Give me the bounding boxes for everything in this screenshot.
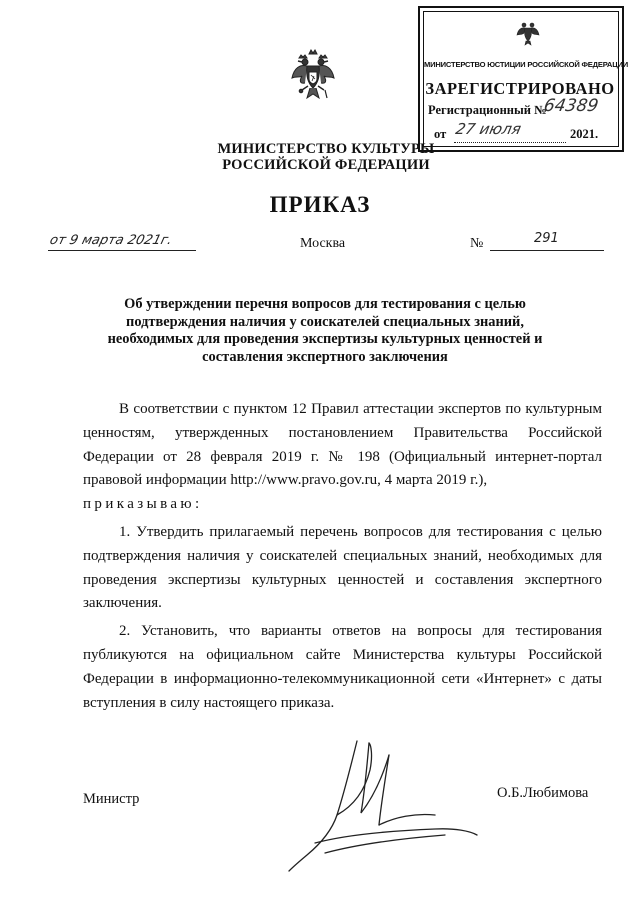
stamp-reg-number: 64389 bbox=[542, 96, 600, 116]
order-date: от 9 марта 2021г. bbox=[48, 233, 174, 248]
stamp-registered: ЗАРЕГИСТРИРОВАНО bbox=[425, 79, 615, 98]
body-intro: В соответствии с пунктом 12 Правил аттестации экспертов по культурным ценностям, утвержденных постановлением Правительства Российской Федерации от 28 февраля 2019 г. № 198 (Официальный интернет-портал правовой информации http://www.pravo.gov.ru, 4 марта 2019 г.), bbox=[83, 401, 602, 489]
stamp-date-prefix: от bbox=[434, 127, 447, 141]
signer-name: О.Б.Любимова bbox=[497, 785, 589, 801]
ministry-line-1: МИНИСТЕРСТВО КУЛЬТУРЫ bbox=[217, 141, 435, 157]
order-number-label: № bbox=[470, 236, 484, 251]
stamp-emblem-icon bbox=[516, 18, 540, 46]
handwritten-signature bbox=[285, 735, 485, 875]
ministry-line-2: РОССИЙСКОЙ ФЕДЕРАЦИИ bbox=[222, 157, 430, 173]
order-body bbox=[83, 398, 602, 715]
coat-of-arms-icon bbox=[290, 48, 336, 106]
body-order-word: приказываю: bbox=[83, 496, 203, 513]
document-title: ПРИКАЗ bbox=[269, 192, 371, 217]
stamp-date-line bbox=[454, 142, 566, 143]
order-number: 291 bbox=[534, 231, 559, 246]
stamp-ministry: МИНИСТЕРСТВО ЮСТИЦИИ РОССИЙСКОЙ ФЕДЕРАЦИИ bbox=[424, 60, 629, 69]
registration-stamp bbox=[418, 6, 629, 152]
body-item-1: 1. Утвердить прилагаемый перечень вопросов для тестирования с целью подтверждения наличия у соискателей специальных знаний, необходимых для проведения экспертизы культурных ценностей и составления экспертного заключения. bbox=[83, 523, 602, 612]
order-city: Москва bbox=[300, 236, 346, 251]
order-subject: Об утверждении перечня вопросов для тестирования с целью подтверждения наличия у соискателей специальных знаний, необходимых для проведения экспертизы культурных ценностей и составления экспертного заключения bbox=[107, 296, 543, 365]
order-number-line bbox=[490, 250, 604, 251]
body-item-2: 2. Установить, что варианты ответов на вопросы для тестирования публикуются на официальном сайте Министерства культуры Российской Федерации в информационно-телекоммуникационной сети «Интернет» с даты вступления в силу настоящего приказа. bbox=[83, 623, 602, 711]
order-date-line bbox=[48, 250, 196, 251]
stamp-date-handwritten: 27 июля bbox=[454, 120, 523, 138]
stamp-year: 2021. bbox=[570, 127, 599, 141]
signer-position: Министр bbox=[83, 791, 140, 807]
stamp-reg-label: Регистрационный № bbox=[428, 103, 547, 117]
